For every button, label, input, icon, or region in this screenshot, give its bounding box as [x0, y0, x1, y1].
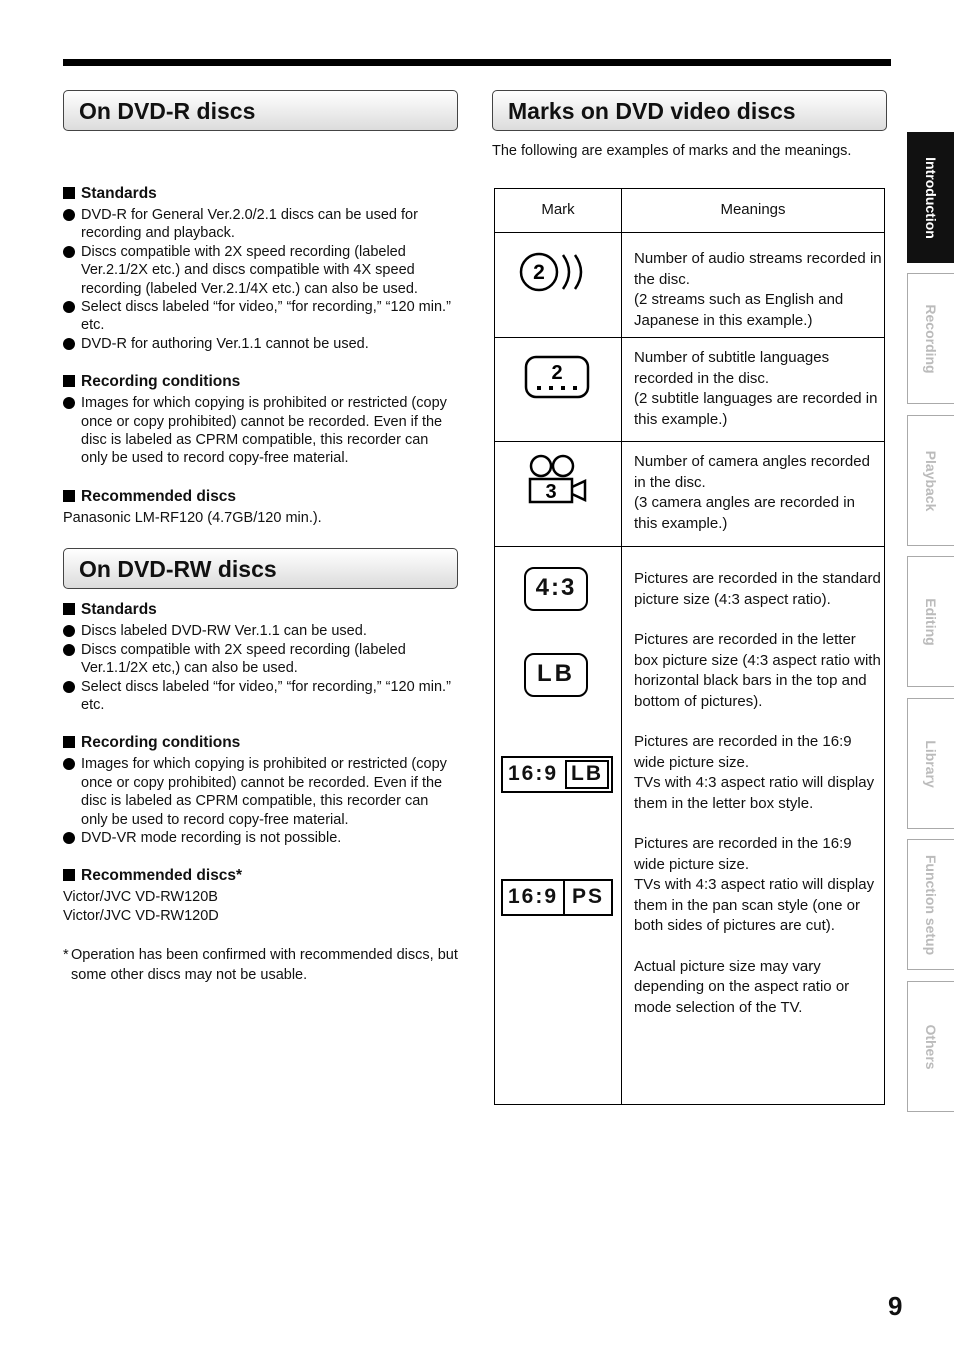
aspect-16-9-ps-icon: 16:9 PS: [501, 879, 613, 916]
camera-angle-icon: [528, 454, 588, 506]
list-item: Discs compatible with 2X speed recording (labeled Ver.1.1/2X etc,) can also be used.: [63, 641, 458, 678]
table-row-aspect: [495, 547, 885, 1105]
meaning-text: TVs with 4:3 aspect ratio will display them in the pan scan style (one or both sides of pictures are cut).: [634, 876, 875, 934]
dvdrw-recording-list: [63, 755, 458, 847]
tab-playback[interactable]: Playback: [907, 415, 954, 546]
table-row: [495, 338, 885, 442]
marks-intro: The following are examples of marks and the meanings.: [492, 143, 852, 159]
dvdr-recording-heading: Recording conditions: [63, 372, 458, 392]
dvdrw-standards-list: [63, 622, 458, 714]
dvdr-recommended-text: Panasonic LM-RF120 (4.7GB/120 min.).: [63, 509, 322, 526]
meaning-text: (2 subtitle languages are recorded in this example.): [634, 390, 878, 428]
letterbox-icon: LB: [524, 653, 588, 697]
tab-library[interactable]: Library: [907, 698, 954, 829]
top-rule: [63, 59, 891, 66]
dvdr-section-title: On DVD-R discs: [63, 90, 458, 131]
dvdr-standards-list: [63, 206, 458, 353]
meaning-text: Pictures are recorded in the 16:9 wide picture size.: [634, 835, 852, 873]
list-item: Select discs labeled “for video,” “for recording,” “120 min.” etc.: [63, 298, 458, 335]
footnote: * Operation has been confirmed with recommended discs, but some other discs may not be usable.: [63, 947, 458, 983]
dvdrw-standards-heading: Standards: [63, 600, 458, 620]
meaning-text: Pictures are recorded in the 16:9 wide picture size.: [634, 733, 852, 771]
meaning-text: Pictures are recorded in the standard picture size (4:3 aspect ratio).: [634, 570, 881, 608]
table-header-mark: Mark: [495, 189, 622, 233]
tab-function-setup[interactable]: Function setup: [907, 839, 954, 970]
svg-text:2: 2: [533, 261, 545, 284]
table-row: [495, 233, 885, 338]
dvdrw-section-title: On DVD-RW discs: [63, 548, 458, 589]
dvdrw-recording-heading: Recording conditions: [63, 733, 458, 753]
meaning-text: TVs with 4:3 aspect ratio will display them in the letter box style.: [634, 774, 875, 812]
list-item: Discs labeled DVD-RW Ver.1.1 can be used.: [63, 622, 458, 640]
dvdr-standards-heading: Standards: [63, 184, 458, 204]
meaning-text: (3 camera angles are recorded in this example.): [634, 494, 855, 532]
meaning-text: Actual picture size may vary depending on the aspect ratio or mode selection of the TV.: [634, 957, 850, 1016]
square-bullet-icon: [63, 736, 75, 748]
meaning-text: Number of camera angles recorded in the disc.: [634, 453, 870, 491]
tab-recording[interactable]: Recording: [907, 273, 954, 404]
table-header-meanings: Meanings: [622, 189, 885, 233]
square-bullet-icon: [63, 869, 75, 881]
meaning-text: (2 streams such as English and Japanese in this example.): [634, 291, 844, 329]
page-number: 9: [888, 1291, 903, 1321]
square-bullet-icon: [63, 490, 75, 502]
list-item: DVD-R for authoring Ver.1.1 cannot be used.: [63, 335, 458, 353]
dvdrw-recommended-line: Victor/JVC VD-RW120D: [63, 907, 219, 924]
square-bullet-icon: [63, 187, 75, 199]
marks-section-title: Marks on DVD video discs: [492, 90, 887, 131]
dvdrw-recommended-line: Victor/JVC VD-RW120B: [63, 889, 218, 906]
list-item: Images for which copying is prohibited or restricted (copy once or copy prohibited) cannot be recorded. Even if the disc is labeled as CPRM compatible, this recorder can only be used to record copy-free material.: [63, 394, 458, 468]
right-column: [492, 90, 887, 160]
marks-table: [494, 188, 885, 1105]
list-item: Select discs labeled “for video,” “for recording,” “120 min.” etc.: [63, 678, 458, 715]
table-row: [495, 442, 885, 547]
dvdrw-recommended-heading: Recommended discs*: [63, 866, 458, 886]
aspect-4-3-icon: 4:3: [524, 567, 588, 611]
audio-streams-icon: [519, 250, 595, 294]
list-item: DVD-VR mode recording is not possible.: [63, 829, 458, 847]
aspect-16-9-lb-icon: 16:9 LB: [501, 756, 613, 793]
svg-text:2: 2: [551, 362, 563, 384]
subtitle-icon: [524, 355, 590, 401]
tab-others[interactable]: Others: [907, 981, 954, 1112]
meaning-text: Number of subtitle languages recorded in the disc.: [634, 349, 830, 387]
left-column: [63, 90, 458, 985]
square-bullet-icon: [63, 603, 75, 615]
list-item: DVD-R for General Ver.2.0/2.1 discs can be used for recording and playback.: [63, 206, 458, 243]
list-item: Images for which copying is prohibited or restricted (copy once or copy prohibited) cannot be recorded. Even if the disc is labeled as CPRM compatible, this recorder can only be used to record copy-free material.: [63, 755, 458, 829]
svg-text:3: 3: [545, 481, 557, 503]
tab-editing[interactable]: Editing: [907, 556, 954, 687]
table-header-row: [495, 189, 885, 233]
meaning-text: Pictures are recorded in the letter box picture size (4:3 aspect ratio with horizontal black bars in the top and bottom of pictures).: [634, 631, 881, 710]
dvdr-recording-list: [63, 394, 458, 468]
tab-introduction[interactable]: Introduction: [907, 132, 954, 263]
square-bullet-icon: [63, 375, 75, 387]
dvdr-recommended-heading: Recommended discs: [63, 487, 458, 507]
list-item: Discs compatible with 2X speed recording (labeled Ver.2.1/2X etc.) and discs compatible with 4X speed recording (labeled Ver.2.1/4X etc.) can also be used.: [63, 243, 458, 298]
meaning-text: Number of audio streams recorded in the disc.: [634, 250, 882, 288]
